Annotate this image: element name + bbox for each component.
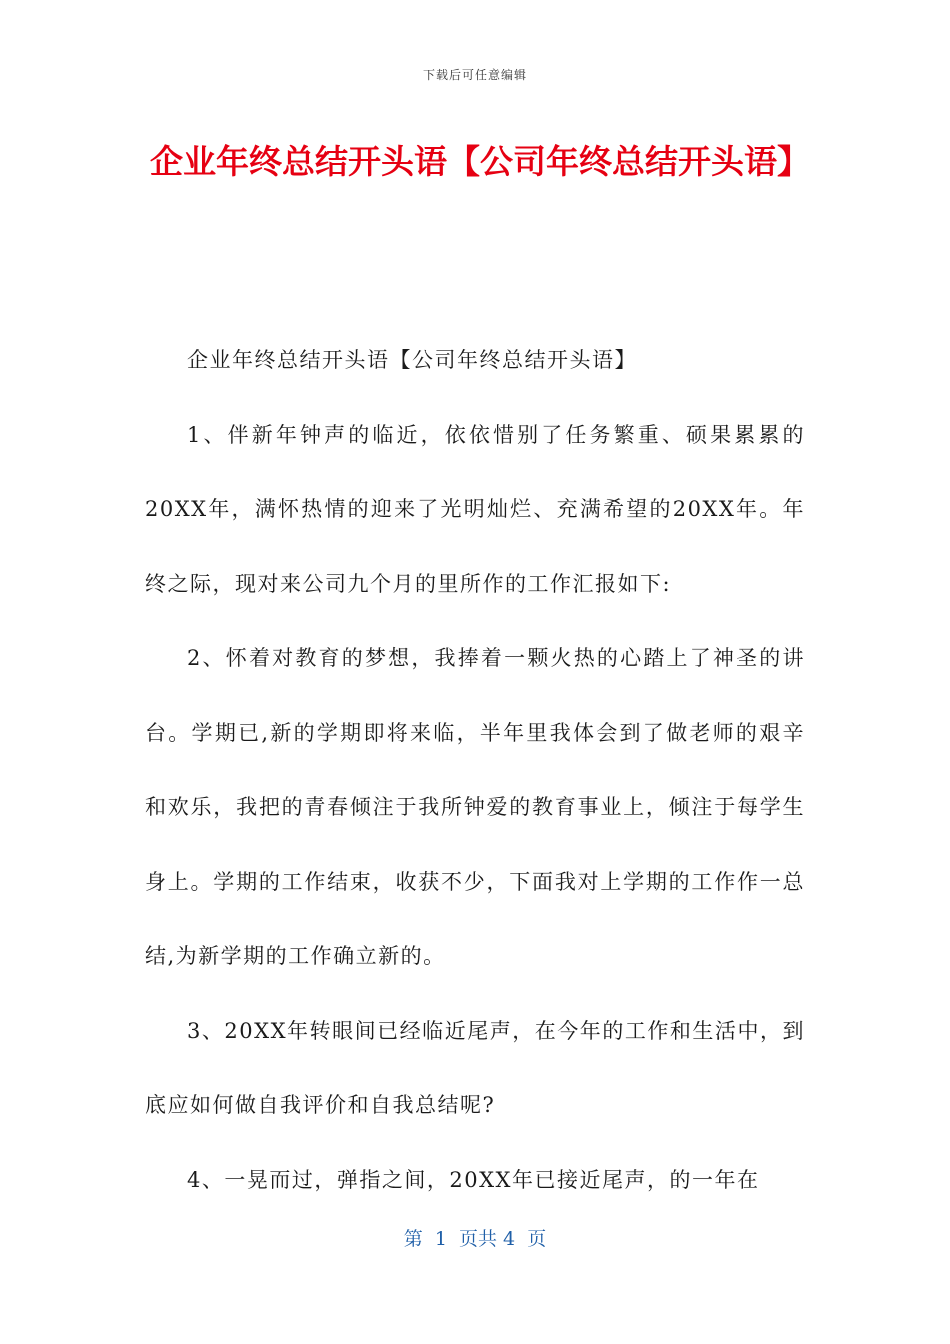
header-note: 下载后可任意编辑 [422, 68, 527, 82]
paragraph-heading: 企业年终总结开头语【公司年终总结开头语】 [187, 348, 637, 372]
document-title: 企业年终总结开头语【公司年终总结开头语】 [150, 142, 810, 181]
page-number-footer: 第 1 页共 4 页 [403, 1228, 547, 1250]
paragraph-4: 4、一晃而过，弹指之间，20XX年已接近尾声，的一年在 [187, 1167, 760, 1192]
paragraph-2: 2、怀着对教育的梦想，我捧着一颗火热的心踏上了神圣的讲台。学期已,新的学期即将来临，半年里我体会到了做老师的艰辛和欢乐，我把的青春倾注于我所钟爱的教育事业上，倾注于每学生身上。学期的工作结束，收获不少，下面我对上学期的工作作一总结,为新学期的工作确立新的。 [145, 646, 805, 968]
paragraph-3: 3、20XX年转眼间已经临近尾声，在今年的工作和生活中，到底应如何做自我评价和自我总结呢? [145, 1018, 805, 1117]
paragraph-1: 1、伴新年钟声的临近，依依惜别了任务繁重、硕果累累的20XX年，满怀热情的迎来了光明灿烂、充满希望的20XX年。年终之际，现对来公司九个月的里所作的工作汇报如下: [145, 422, 805, 596]
document-body [145, 323, 805, 1217]
